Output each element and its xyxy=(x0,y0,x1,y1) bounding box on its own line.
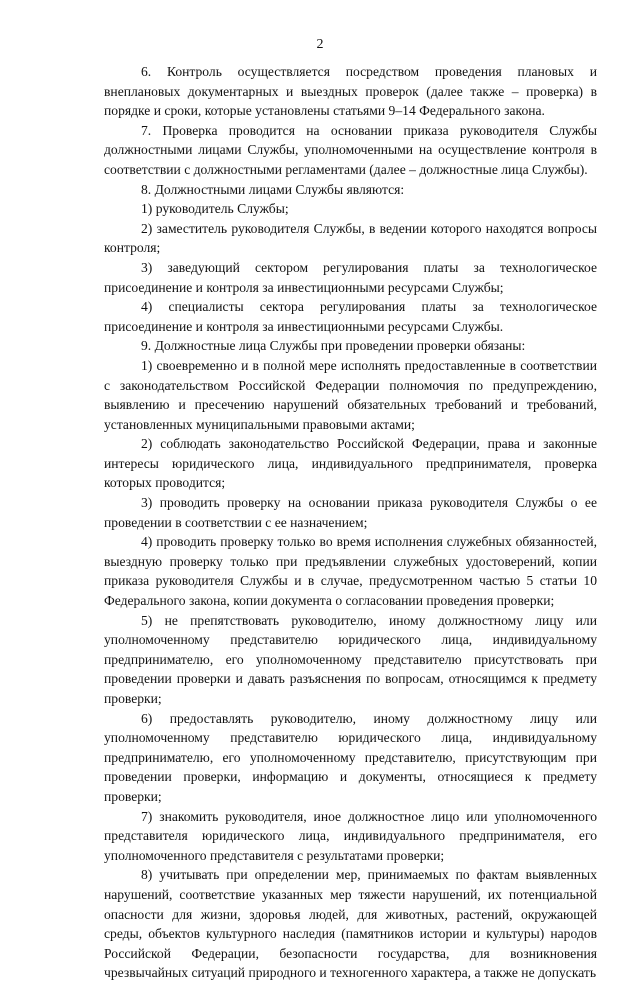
clause-6-control-method: 6. Контроль осуществляется посредством проведения плановых и внеплановых документарных и выездных проверок (далее также – проверка) в порядке и сроки, которые установлены статьями 9–14 Федерального закона. xyxy=(104,64,597,119)
document-body xyxy=(104,62,597,983)
clause-9-item-5: 5) не препятствовать руководителю, иному должностному лицу или уполномоченному представителю юридического лица, индивидуальному предпринимателю, его уполномоченному представителю присутствовать при проведении проверки и давать разъяснения по вопросам, относящимся к предмету проверки; xyxy=(104,612,597,706)
clause-8-item-1: 1) руководитель Службы; xyxy=(141,201,289,217)
clause-9-obligations-heading: 9. Должностные лица Службы при проведении проверки обязаны: xyxy=(141,338,526,354)
clause-9-item-2: 2) соблюдать законодательство Российской Федерации, права и законные интересы юридического лица, индивидуального предпринимателя, проверка которых проводится; xyxy=(104,436,597,491)
clause-9-item-7: 7) знакомить руководителя, иное должностное лицо или уполномоченного представителя юридического лица, индивидуального предпринимателя, его уполномоченного представителя с результатами проверки; xyxy=(104,808,597,863)
clause-8-item-3: 3) заведующий сектором регулирования платы за технологическое присоединение и контроля за инвестиционными ресурсами Службы; xyxy=(104,259,597,295)
clause-8-item-2: 2) заместитель руководителя Службы, в ведении которого находятся вопросы контроля; xyxy=(104,220,597,256)
page-number: 2 xyxy=(316,37,324,52)
clause-9-item-8: 8) учитывать при определении мер, принимаемых по фактам выявленных нарушений, соответствие указанных мер тяжести нарушений, их потенциальной опасности для жизни, здоровья людей, для животных, растений, окружающей среды, объектов культурного наследия (памятников истории и культуры) народов Российской Федерации, безопасности государства, для возникновения чрезвычайных ситуаций природного и техногенного характера, а также не допускать xyxy=(104,867,597,981)
clause-8-item-4: 4) специалисты сектора регулирования платы за технологическое присоединение и контроля за инвестиционными ресурсами Службы. xyxy=(104,299,597,334)
clause-9-item-6: 6) предоставлять руководителю, иному должностному лицу или уполномоченному представителю юридического лица, индивидуальному предпринимателю, его уполномоченному представителю, присутствующим при проведении проверки, информацию и документы, относящиеся к предмету проверки; xyxy=(104,710,597,804)
clause-9-item-1: 1) своевременно и в полной мере исполнять предоставленные в соответствии с законодательством Российской Федерации полномочия по предупреждению, выявлению и пресечению нарушений обязательных требований и требований, установленных муниципальными правовыми актами; xyxy=(104,357,597,432)
clause-9-item-4: 4) проводить проверку только во время исполнения служебных обязанностей, выездную проверку только при предъявлении служебных удостоверений, копии приказа руководителя Службы и в случае, предусмотренном частью 5 статьи 10 Федерального закона, копии документа о согласовании проведения проверки; xyxy=(104,534,597,609)
clause-8-officials-heading: 8. Должностными лицами Службы являются: xyxy=(141,181,405,197)
clause-9-item-3: 3) проводить проверку на основании приказа руководителя Службы о ее проведении в соответствии с ее назначением; xyxy=(104,495,597,530)
clause-7-inspection-basis: 7. Проверка проводится на основании приказа руководителя Службы должностными лицами Службы, уполномоченными на осуществление контроля в соответствии с должностными регламентами (далее – должностные лица Службы). xyxy=(104,122,597,177)
